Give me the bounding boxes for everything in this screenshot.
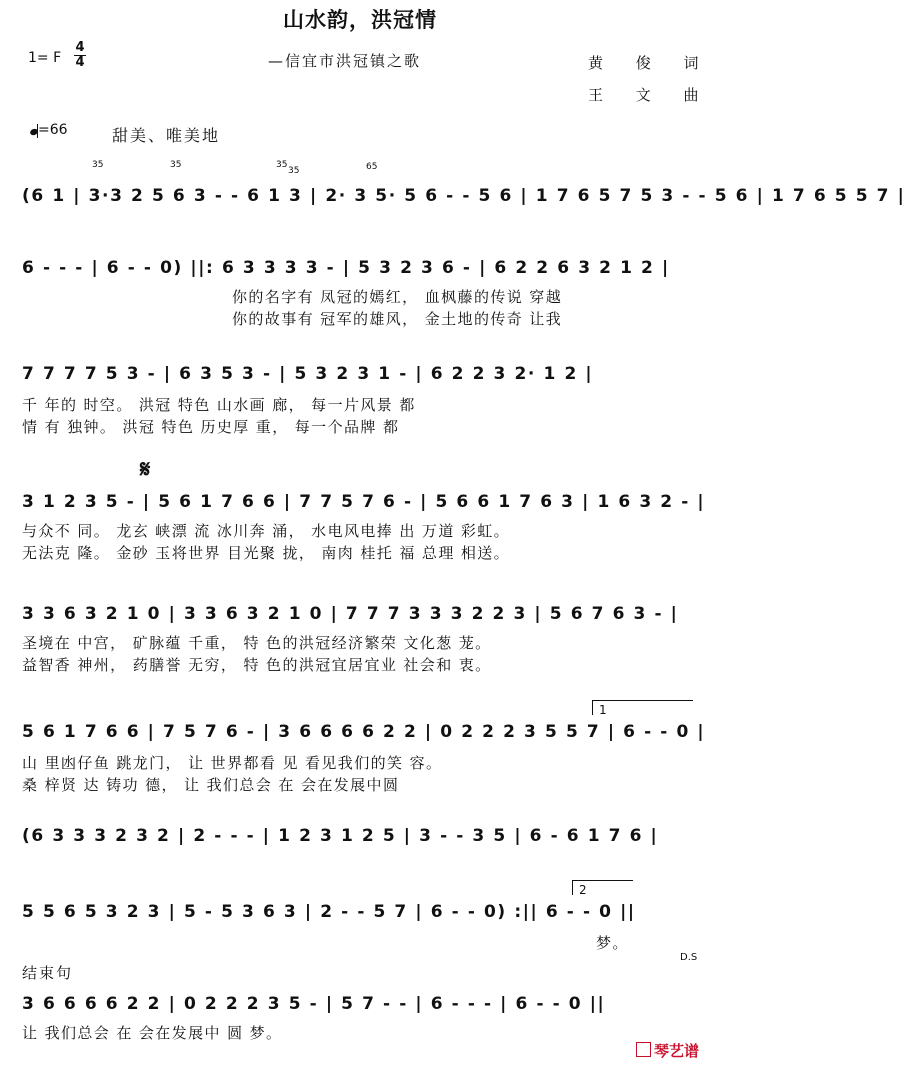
lyric-line-3-verse-1: 千 年的 时空。 洪冠 特色 山水画 廊， 每一片风景 都: [22, 396, 416, 414]
volta-first-ending: 1: [592, 700, 693, 715]
notation-line-3: 7 7 7 7 5 3 - | 6 3 5 3 - | 5 3 2 3 1 - | 6 2 2 3 2· 1 2 |: [22, 364, 594, 384]
lyric-line-4-verse-1: 与众不 同。 龙玄 峡漂 流 冰川奔 涌， 水电风电捧 出 万道 彩虹。: [22, 522, 511, 540]
time-signature: [74, 42, 86, 69]
lyric-line-2-verse-2: 你的故事有 冠军的雄风， 金土地的传奇 让我: [232, 310, 563, 328]
song-title: 山水韵，洪冠情: [283, 8, 437, 32]
notation-line-7: (6 3 3 3 2 3 2 | 2 - - - | 1 2 3 1 2 5 | 3 - - 3 5 | 6 - 6 1 7 6 |: [22, 826, 659, 846]
logo-icon: [636, 1042, 651, 1057]
notation-line-5: 3 3 6 3 2 1 0 | 3 3 6 3 2 1 0 | 7 7 7 3 3 3 2 2 3 | 5 6 7 6 3 - |: [22, 604, 679, 624]
notation-line-8: 5 5 6 5 3 2 3 | 5 - 5 3 6 3 | 2 - - 5 7 | 6 - - 0) :|| 6 - - 0 ||: [22, 902, 636, 922]
lyric-line-6-verse-1: 山 里凼仔鱼 跳龙门， 让 世界都看 见 看见我们的笑 容。: [22, 754, 443, 772]
time-top: 4: [75, 40, 85, 55]
dal-segno-mark: D.S: [680, 952, 698, 963]
lyric-line-4-verse-2: 无法克 隆。 金砂 玉将世界 目光聚 拢， 南肉 桂托 福 总理 相送。: [22, 544, 511, 562]
lyricist-credit: 黄 俊 词: [588, 54, 713, 72]
notation-line-4: 3 1 2 3 5 - | 5 6 1 7 6 6 | 7 7 5 7 6 - | 5 6 6 1 7 6 3 | 1 6 3 2 - |: [22, 492, 706, 512]
lyric-line-8-end: 梦。: [596, 934, 629, 952]
expression-marking: 甜美、唯美地: [112, 126, 221, 145]
grace-note: 35: [92, 160, 104, 170]
segno-sign: 𝄋: [140, 455, 151, 483]
tempo-marking: [30, 122, 68, 138]
lyric-line-5-verse-2: 益智香 神州， 药膳誉 无穷， 特 色的洪冠宜居宜业 社会和 衷。: [22, 656, 492, 674]
lyric-line-2-verse-1: 你的名字有 凤冠的嫣红， 血枫藤的传说 穿越: [232, 288, 563, 306]
grace-note: 35: [276, 160, 288, 170]
grace-note: 35: [170, 160, 182, 170]
lyric-line-6-verse-2: 桑 梓贤 达 铸功 德， 让 我们总会 在 会在发展中圆: [22, 776, 400, 794]
notation-line-6: 5 6 1 7 6 6 | 7 5 7 6 - | 3 6 6 6 6 2 2 | 0 2 2 2 3 5 5 7 | 6 - - 0 |: [22, 722, 706, 742]
lyric-line-3-verse-2: 情 有 独钟。 洪冠 特色 历史厚 重， 每一个品牌 都: [22, 418, 400, 436]
notation-line-9: 3 6 6 6 6 2 2 | 0 2 2 2 3 5 - | 5 7 - - | 6 - - - | 6 - - 0 ||: [22, 994, 606, 1014]
lyric-line-9: 让 我们总会 在 会在发展中 圆 梦。: [22, 1024, 283, 1042]
time-bottom: 4: [75, 55, 85, 70]
notation-line-1: (6 1 | 3·3 2 5 6 3 - - 6 1 3 | 2· 3 5· 5 6 - - 5 6 | 1 7 6 5 7 5 3 - - 5 6 | 1 7 6 5 5 7 |: [22, 186, 905, 206]
volta-second-ending: 2: [572, 880, 633, 895]
grace-note: 35: [288, 166, 300, 176]
key-signature: 1= F: [28, 50, 62, 66]
lyric-line-5-verse-1: 圣境在 中宫， 矿脉蕴 千重， 特 色的洪冠经济繁荣 文化葱 茏。: [22, 634, 492, 652]
song-subtitle: —信宜市洪冠镇之歌: [268, 52, 422, 70]
site-logo: 琴艺谱: [636, 1040, 699, 1061]
notation-line-2: 6 - - - | 6 - - 0) ||: 6 3 3 3 3 - | 5 3 2 3 6 - | 6 2 2 6 3 2 1 2 |: [22, 258, 670, 278]
grace-note: 65: [366, 162, 378, 172]
coda-label: 结束句: [22, 964, 74, 982]
composer-credit: 王 文 曲: [588, 86, 713, 104]
tempo-value: =66: [38, 122, 68, 138]
